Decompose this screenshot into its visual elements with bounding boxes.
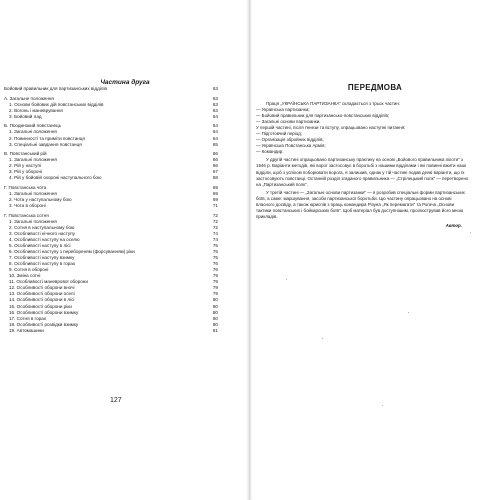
toc-entry-page: 75 <box>212 255 218 261</box>
preface-title: ПЕРЕДМОВА <box>347 83 403 92</box>
toc-entry-title: 12. Особливості оборони вночі <box>9 285 75 291</box>
toc-entry-title: 4. Рій у бойовій охороні наступального бою <box>9 175 102 181</box>
toc-entry-page: 79 <box>212 285 218 291</box>
toc-entry-title: 16. Особливості оборони взимку <box>9 309 79 315</box>
toc-entry-page: 79 <box>212 273 218 279</box>
preface-paragraph: — Українська Повстанська Армія; <box>256 143 326 149</box>
toc-entry-title: 1. Загальні положення <box>9 218 57 224</box>
toc-entry-title: 13. Особливості оборони оселі <box>9 291 75 297</box>
toc-entry-title: 3. Особливості нічного наступу <box>9 230 75 236</box>
preface-paragraph: — Бойовий правильник для партизансько-повстанських відділів; <box>256 113 390 119</box>
toc-entry-page: 67 <box>212 169 218 175</box>
toc-entry-page: 80 <box>212 315 218 321</box>
toc-entry <box>4 175 218 181</box>
toc-entry-page: 63 <box>212 95 218 101</box>
toc-entry-page: 80 <box>212 309 218 315</box>
toc-entry-page: 64 <box>212 113 218 119</box>
toc-entry-page: 71 <box>212 203 218 209</box>
toc-entry-page: 76 <box>212 261 218 267</box>
preface-paragraph: У третій частині — „Загальні основи партизанки" — я розробив спеціальні форми партизанських боїв, а саме: маршування, засоби партизанської боротьби. Цю частину опрацьовано на основі власного досвіду, а також юриспів з праць командира Різуна „Як перемагати" та Рогача „Основи тактики повстанських і бойкарських боїв". Щоб матеріал був доступнішим, проілюстрував його мною прикладів. <box>256 189 465 219</box>
toc-entry-title: 7. Особливості наступу взимку <box>9 255 75 261</box>
toc-entry-title: 3. Спеціальні завдання повстанця <box>9 141 82 147</box>
toc-entry-page: 69 <box>212 197 218 203</box>
toc-entry-page: 63 <box>212 107 218 113</box>
toc-entry-page: 69 <box>212 191 218 197</box>
toc-entry-title: 10. Зміна сотні <box>9 273 41 279</box>
toc-entry-page: 81 <box>212 327 218 333</box>
toc-entry-page: 80 <box>212 303 218 309</box>
toc-entry-title: 1. Основи бойових дій повстанських відділів <box>9 101 104 107</box>
right-page <box>250 0 500 500</box>
paper-speck <box>322 338 323 339</box>
toc-entry-title: Бойовий правильник для партизанських відділів <box>4 86 107 91</box>
toc-entry-page: 80 <box>212 297 218 303</box>
toc-entry-title: 6. Особливості наступу з перебореням (форсуванням) ріки <box>9 249 135 255</box>
toc-entry-page: 72 <box>212 218 218 224</box>
toc-entry-title: 3. Бойовий лад <box>9 113 42 119</box>
toc-entry <box>4 86 218 92</box>
paper-speck <box>286 279 287 280</box>
paper-speck <box>470 232 471 233</box>
page-number: 127 <box>110 397 122 404</box>
toc-entry-title: 1. Загальні положення <box>9 157 57 163</box>
toc-entry-page: 63 <box>212 86 218 91</box>
toc-entry-page: 80 <box>212 321 218 327</box>
preface-paragraph: — Організація збройних відділів; <box>256 137 324 143</box>
preface-paragraph: У другій частині опрацьовано партизанську практику на основі „Бойового правильника піхоти" з 1946 р. Варіанти методів, які ворог застосовує в боротьбі з нашими відділами і які повинні вжити наші відділи, щоб з успіхом поборювати ворога, я залишив, однак у тій частині подав деякі варіанти, що їх застосовують повстанці. Останній розділ згаданого правильника — „Стрілецький полк" — перетворено на „Партизанський полк". <box>256 157 469 187</box>
toc-entry-title: Г. Повстанська чота <box>4 185 47 191</box>
toc-entry-page: 75 <box>212 243 218 249</box>
toc-entry-title: Б. Поодинокий повстанець <box>4 123 62 129</box>
toc-entry-title: 19. Автомашини <box>9 327 44 333</box>
paper-speck <box>408 312 409 313</box>
toc-entry-title: 2. Сотня в наступальному бою <box>9 224 75 230</box>
toc-entry-page: 64 <box>212 135 218 141</box>
toc-entry-page: 74 <box>212 230 218 236</box>
toc-entry-page: 64 <box>212 129 218 135</box>
toc-entry <box>4 114 218 120</box>
toc-entry-page: 72 <box>212 224 218 230</box>
toc-entry-page: 64 <box>212 123 218 129</box>
toc-heading: Частина друга <box>100 79 150 86</box>
toc-entry-title: 15. Особливості оборони ріки <box>9 303 72 309</box>
toc-entry-title: 2. Рій у наступі <box>9 163 41 169</box>
toc-entry-title: 1. Загальні положення <box>9 129 57 135</box>
toc-entry-title: 2. Чота у наступальному бою <box>9 197 72 203</box>
preface-author: Автор. <box>445 222 462 228</box>
toc-entry-title: Г. Повстанська сотня <box>4 212 49 218</box>
toc-entry-title: 2. Повинності та приміти повстанця <box>9 135 85 141</box>
toc-entry-page: 72 <box>212 212 218 218</box>
toc-entry-page: 68 <box>212 175 218 181</box>
toc-entry-page: 79 <box>212 291 218 297</box>
preface-paragraph: — Підготовчий період; <box>256 131 302 137</box>
toc-entry-page: 75 <box>212 249 218 255</box>
toc-entry-page: 63 <box>212 101 218 107</box>
table-of-contents <box>4 86 218 334</box>
toc-entry <box>4 203 218 209</box>
toc-entry-title: 3. Рій у обороні <box>9 169 43 175</box>
preface-paragraph: Праця „УКРАЇНСЬКА ПАРТИЗАНКА" складається з трьох частин: <box>266 101 401 106</box>
toc-entry-page: 74 <box>212 237 218 242</box>
toc-entry-page: 79 <box>212 279 218 285</box>
paper-speck <box>382 405 383 406</box>
toc-entry-title: 17. Сотня в горах <box>9 315 47 321</box>
preface-paragraph: — Українська партизанка; <box>256 107 310 113</box>
toc-entry-title: 9. Сотня в обороні <box>9 267 49 273</box>
toc-entry-title: 4. Особливості наступу на оселю <box>9 237 80 242</box>
toc-entry-title: 2. Вогонь і маневрування <box>9 107 63 113</box>
toc-entry-page: 69 <box>212 185 218 191</box>
toc-entry-title: 18. Особливості розвідки взимку <box>9 321 79 327</box>
toc-entry-title: В. Повстанський рій <box>4 151 47 157</box>
toc-entry-page: 66 <box>212 151 218 157</box>
toc-entry-title: 8. Особливості наступу в горах <box>9 261 76 267</box>
preface-paragraph: У першій частині, після ґенези та вступу, опрацьовано наступні питання: <box>256 125 406 131</box>
toc-entry-page: 66 <box>212 157 218 163</box>
toc-entry-page: 65 <box>212 141 218 147</box>
toc-entry-title: 11. Особливості маневрової оборони <box>9 279 88 285</box>
toc-entry-title: 14. Особливості оборони в лісі <box>9 297 75 303</box>
preface-paragraph: — Загальні основи партизанки. <box>256 119 321 125</box>
toc-entry-title: А. Загальне положення <box>4 95 54 101</box>
toc-entry-title: 3. Чота в обороні <box>9 203 46 209</box>
toc-entry-title: 5. Особливості наступу в лісі <box>9 243 71 249</box>
preface-paragraph: — Командир. <box>256 149 284 155</box>
toc-entry <box>4 142 218 148</box>
toc-entry <box>4 328 218 334</box>
toc-entry-page: 76 <box>212 267 218 273</box>
preface-body <box>256 101 470 229</box>
toc-entry-page: 66 <box>212 163 218 169</box>
toc-entry-title: 1. Загальні положення <box>9 191 57 197</box>
